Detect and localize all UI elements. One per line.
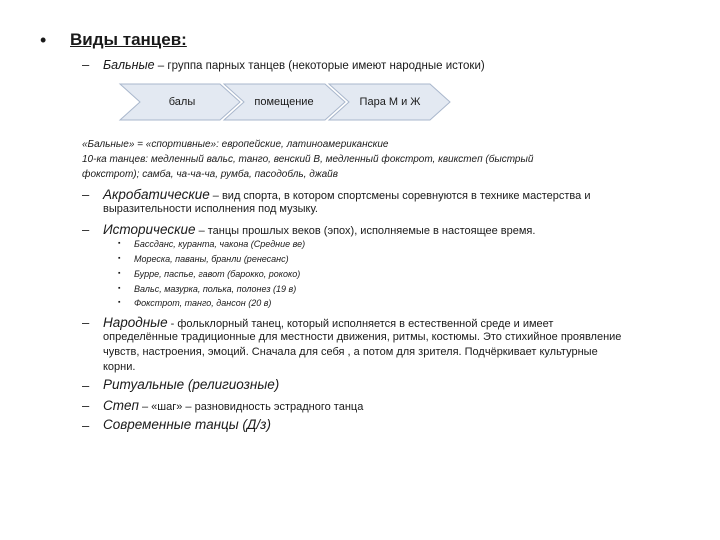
ballroom-note-3: фокстрот); самба, ча-ча-ча, румба, пасодобль, джайв: [82, 169, 338, 180]
historical-item: Мореска, паваны, бранли (ренесанс): [134, 254, 289, 264]
folk-term: Народные: [103, 315, 168, 330]
process-step-2: помещение: [254, 96, 314, 108]
square-bullet: ▪: [118, 255, 121, 262]
ballroom-term: Бальные: [103, 58, 155, 72]
dash: –: [82, 315, 90, 330]
folk-line-2: определённые традиционные для местности движения, ритмы, костюмы. Это стихийное проявление: [103, 331, 622, 343]
process-step-3: Пара М и Ж: [359, 96, 421, 108]
square-bullet: ▪: [118, 285, 121, 292]
historical-term: Исторические: [103, 222, 196, 237]
historical-item: Бурре, паспье, гавот (барокко, рококо): [134, 269, 301, 279]
acrobatic-desc: – вид спорта, в котором спортсмены соревнуются в технике мастерства и: [209, 190, 591, 202]
folk-line: [103, 315, 553, 330]
folk-line-3: чувств, настроения, эмоций. Сначала для себя , а потом для зрителя. Подчёркивает культурные: [103, 346, 598, 358]
folk-desc: - фольклорный танец, который исполняется в естественной среде и имеет: [167, 318, 554, 330]
dash: –: [82, 57, 90, 72]
acrobatic-desc-2: выразительности исполнения под музыку.: [103, 203, 318, 215]
step-line: [103, 398, 363, 413]
step-term: Степ: [103, 398, 139, 413]
dash: –: [82, 398, 90, 413]
step-desc: – «шаг» – разновидность эстрадного танца: [138, 401, 364, 413]
ritual-term: Ритуальные (религиозные): [103, 377, 280, 392]
process-diagram: [0, 0, 720, 140]
acrobatic-line: [103, 187, 590, 202]
square-bullet: ▪: [118, 270, 121, 277]
folk-line-4: корни.: [103, 361, 136, 373]
ballroom-desc: – группа парных танцев (некоторые имеют народные истоки): [154, 60, 485, 72]
square-bullet: ▪: [118, 299, 121, 306]
ballroom-note-2: 10-ка танцев: медленный вальс, танго, венский В, медленный фокстрот, квикстеп (быстрый: [82, 154, 534, 165]
historical-item: Бассданс, куранта, чакона (Средние ве): [134, 239, 306, 249]
dash: –: [82, 418, 90, 433]
dash: –: [82, 222, 90, 237]
main-bullet: •: [40, 30, 47, 50]
dash: –: [82, 378, 90, 393]
ballroom-note-1: «Бальные» = «спортивные»: европейские, латиноамериканские: [82, 139, 389, 150]
historical-item: Фокстрот, танго, дансон (20 в): [134, 298, 272, 308]
historical-desc: – танцы прошлых веков (эпох), исполняемые в настоящее время.: [195, 225, 536, 237]
historical-item: Вальс, мазурка, полька, полонез (19 в): [134, 284, 297, 294]
acrobatic-term: Акробатические: [103, 187, 210, 202]
process-step-1: балы: [168, 96, 196, 108]
slide-title: Виды танцев:: [70, 30, 187, 49]
modern-term: Современные танцы (Д/з): [103, 417, 271, 432]
historical-line: [103, 222, 535, 237]
dash: –: [82, 187, 90, 202]
square-bullet: ▪: [118, 240, 121, 247]
